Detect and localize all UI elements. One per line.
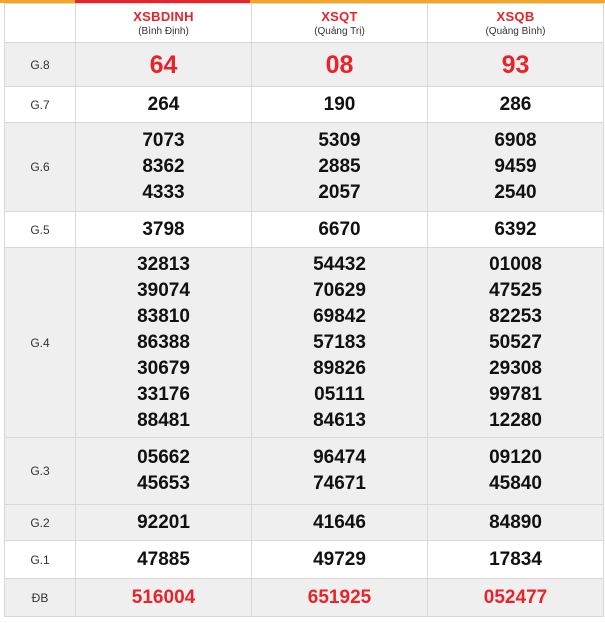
prize-cell: [76, 541, 252, 579]
row-g8: [5, 43, 604, 87]
prize-number: 286: [499, 93, 532, 115]
prize-number: 86388: [137, 331, 190, 353]
row-g6: [5, 123, 604, 212]
prize-number: 6392: [494, 218, 537, 240]
prize-number: 190: [323, 93, 356, 115]
row-g1: [5, 541, 604, 579]
prize-number: 6670: [318, 218, 361, 240]
prize-number: 5309: [318, 130, 361, 151]
prize-number: 69842: [313, 305, 366, 327]
prize-number: 74671: [313, 473, 366, 494]
row-g5: [5, 212, 604, 248]
prize-number: 32813: [137, 253, 190, 275]
province-header-qt[interactable]: [252, 4, 428, 43]
prize-cell: [252, 579, 428, 617]
prize-cell: [428, 123, 604, 212]
prize-number: 33176: [137, 383, 190, 405]
prize-number: 8362: [142, 156, 185, 177]
prize-cell: [428, 43, 604, 87]
prize-number: 7073: [142, 130, 185, 151]
prize-cell: [76, 123, 252, 212]
prize-number: 54432: [313, 253, 366, 275]
prize-cell: [252, 87, 428, 123]
prize-number: 84890: [489, 511, 542, 533]
prize-number: 49729: [313, 548, 366, 570]
prize-label: G.8: [5, 43, 76, 87]
prize-number: 83810: [137, 305, 190, 327]
prize-label: ĐB: [5, 579, 76, 617]
prize-label: G.3: [5, 438, 76, 505]
prize-number: 05662: [137, 447, 190, 468]
prize-cell: [428, 541, 604, 579]
prize-cell: [428, 579, 604, 617]
prize-number: 05111: [314, 383, 365, 405]
prize-number: 4333: [142, 182, 185, 203]
province-code[interactable]: XSQB: [496, 8, 535, 24]
province-code[interactable]: XSBDINH: [133, 8, 194, 24]
prize-label: G.6: [5, 123, 76, 212]
prize-label: G.7: [5, 87, 76, 123]
prize-number: 516004: [131, 586, 196, 608]
prize-number: 2540: [494, 182, 537, 203]
results-body: [5, 43, 604, 617]
row-g4: [5, 248, 604, 438]
prize-cell: [252, 438, 428, 505]
prize-cell: [428, 248, 604, 438]
row-g2: [5, 505, 604, 541]
prize-cell: [428, 438, 604, 505]
prize-cell: [252, 505, 428, 541]
prize-number: 9459: [494, 156, 537, 177]
prize-number: 30679: [137, 357, 190, 379]
prize-number: 96474: [313, 447, 366, 468]
prize-cell: [428, 87, 604, 123]
prize-cell: [76, 579, 252, 617]
prize-number: 82253: [489, 305, 542, 327]
prize-number: 6908: [494, 130, 537, 151]
prize-label: G.1: [5, 541, 76, 579]
prize-number: 93: [501, 50, 530, 79]
prize-number: 2885: [318, 156, 361, 177]
prize-number: 2057: [318, 182, 361, 203]
prize-number: 50527: [489, 331, 542, 353]
prize-number: 08: [325, 50, 354, 79]
header-corner: [5, 4, 76, 43]
lottery-results-table: [4, 3, 604, 617]
province-name: (Bình Định): [138, 25, 189, 37]
prize-number: 12280: [489, 409, 542, 431]
row-g7: [5, 87, 604, 123]
prize-number: 45840: [489, 473, 542, 494]
prize-number: 3798: [142, 218, 185, 240]
prize-cell: [252, 248, 428, 438]
prize-cell: [252, 123, 428, 212]
prize-number: 17834: [489, 548, 542, 570]
prize-number: 45653: [137, 473, 190, 494]
prize-label: G.2: [5, 505, 76, 541]
prize-cell: [76, 505, 252, 541]
prize-number: 99781: [489, 383, 542, 405]
prize-number: 47525: [489, 279, 542, 301]
prize-label: G.4: [5, 248, 76, 438]
prize-cell: [252, 43, 428, 87]
prize-number: 70629: [313, 279, 366, 301]
prize-cell: [428, 505, 604, 541]
province-header-row: [5, 4, 604, 43]
prize-cell: [76, 212, 252, 248]
province-header-bdinh[interactable]: [76, 4, 252, 43]
prize-number: 64: [149, 50, 178, 79]
prize-cell: [76, 248, 252, 438]
prize-cell: [428, 212, 604, 248]
prize-number: 39074: [137, 279, 190, 301]
prize-number: 264: [147, 93, 180, 115]
prize-cell: [76, 438, 252, 505]
prize-number: 651925: [307, 586, 372, 608]
prize-label: G.5: [5, 212, 76, 248]
row-special: [5, 579, 604, 617]
prize-number: 88481: [137, 409, 190, 431]
prize-number: 29308: [489, 357, 542, 379]
prize-cell: [76, 87, 252, 123]
prize-number: 052477: [483, 586, 548, 608]
prize-number: 09120: [489, 447, 542, 468]
row-g3: [5, 438, 604, 505]
province-code[interactable]: XSQT: [321, 8, 358, 24]
prize-number: 89826: [313, 357, 366, 379]
prize-number: 47885: [137, 548, 190, 570]
prize-number: 01008: [489, 253, 542, 275]
prize-number: 57183: [313, 331, 366, 353]
prize-number: 41646: [313, 511, 366, 533]
province-header-qb[interactable]: [428, 4, 604, 43]
province-name: (Quảng Trị): [314, 25, 365, 37]
province-name: (Quảng Bình): [485, 25, 546, 37]
prize-number: 92201: [137, 511, 190, 533]
prize-cell: [252, 212, 428, 248]
prize-cell: [252, 541, 428, 579]
prize-number: 84613: [313, 409, 366, 431]
prize-cell: [76, 43, 252, 87]
